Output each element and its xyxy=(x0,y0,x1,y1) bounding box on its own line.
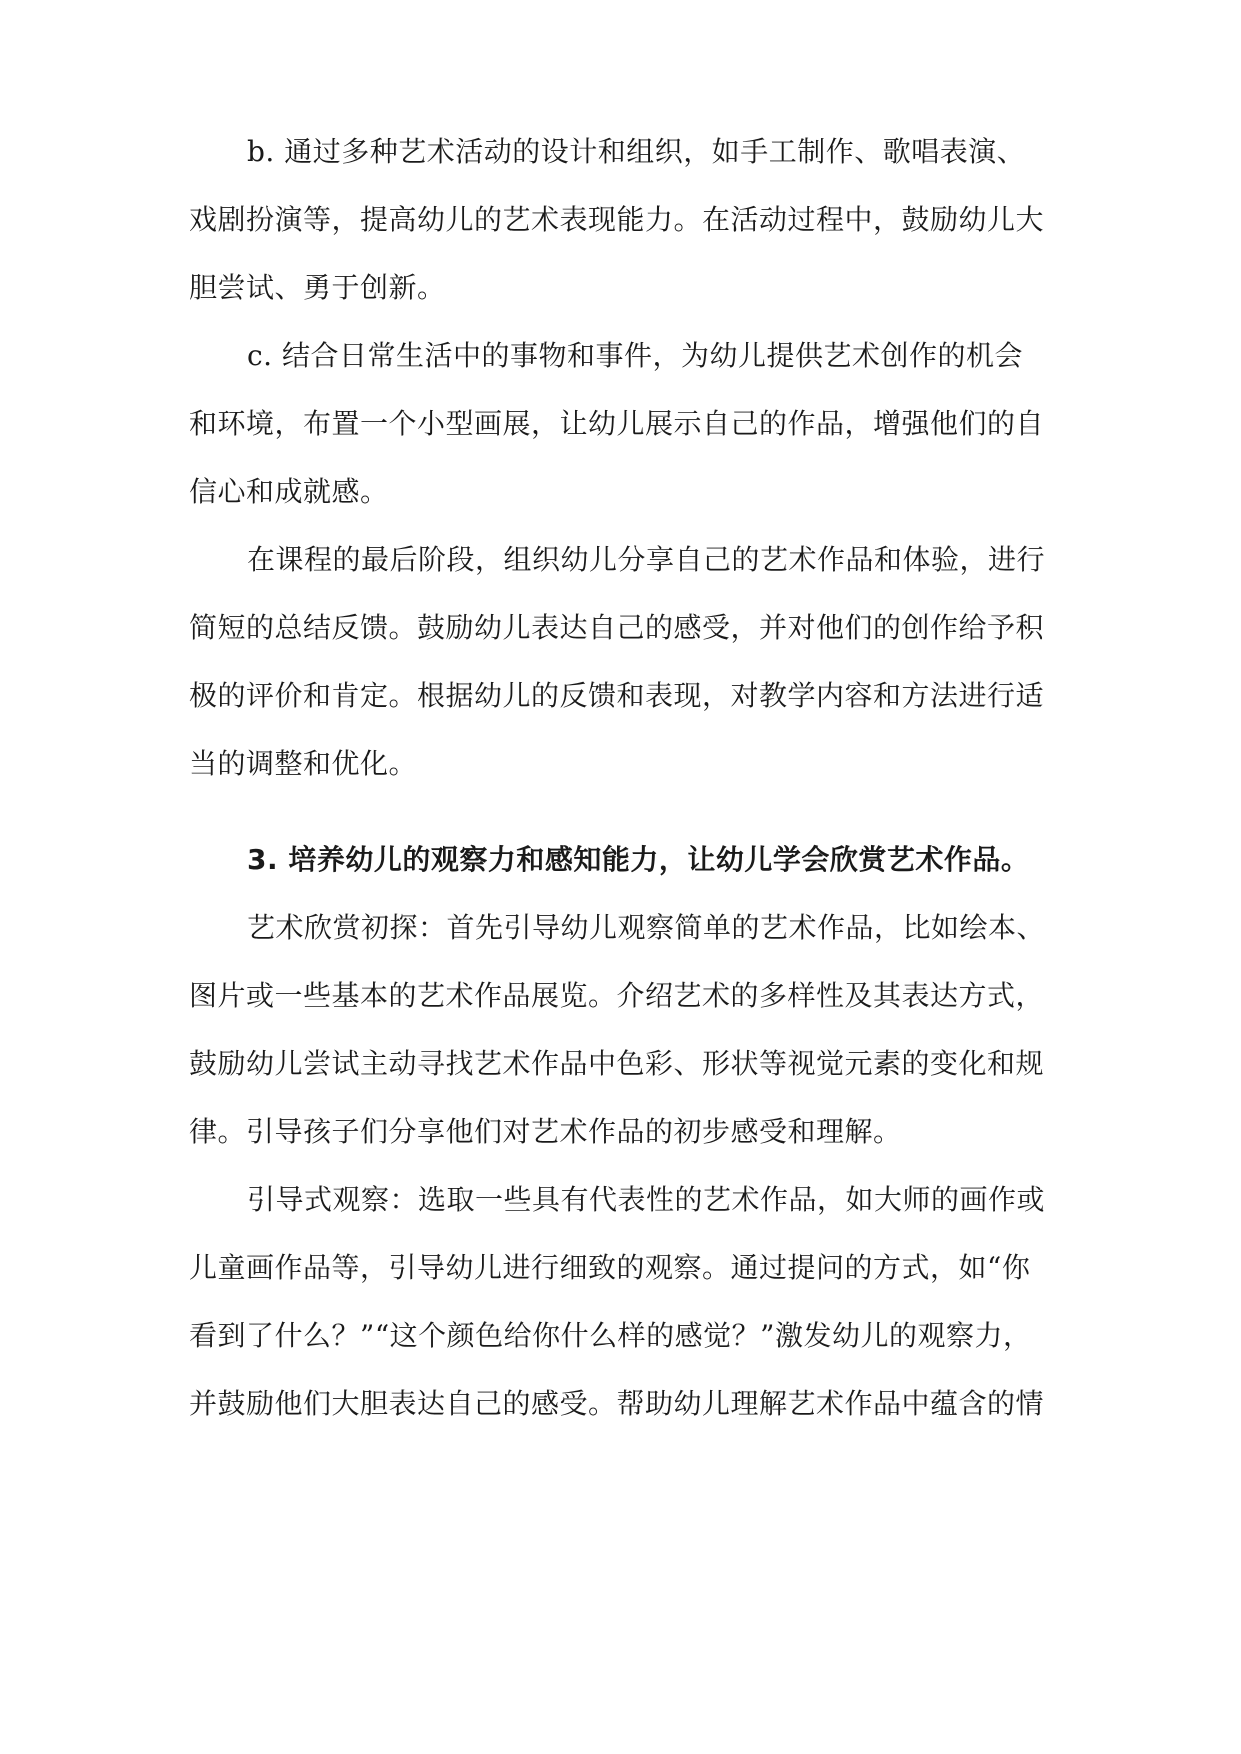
paragraph-b-line-2: 戏剧扮演等，提高幼儿的艺术表现能力。在活动过程中，鼓励幼儿大 xyxy=(189,203,1045,236)
paragraph-appreciation-line-2: 图片或一些基本的艺术作品展览。介绍艺术的多样性及其表达方式， xyxy=(189,979,1045,1012)
paragraph-b-line-3: 胆尝试、勇于创新。 xyxy=(189,271,446,304)
paragraph-b-line-1: b. 通过多种艺术活动的设计和组织，如手工制作、歌唱表演、 xyxy=(247,135,1026,168)
paragraph-c-line-2: 和环境，布置一个小型画展，让幼儿展示自己的作品，增强他们的自 xyxy=(189,407,1045,440)
paragraph-summary-line-4: 当的调整和优化。 xyxy=(189,747,418,780)
paragraph-observation-line-4: 并鼓励他们大胆表达自己的感受。帮助幼儿理解艺术作品中蕴含的情 xyxy=(189,1387,1045,1420)
section-heading: 3. 培养幼儿的观察力和感知能力，让幼儿学会欣赏艺术作品。 xyxy=(247,843,1030,876)
paragraph-appreciation-line-4: 律。引导孩子们分享他们对艺术作品的初步感受和理解。 xyxy=(189,1115,902,1148)
paragraph-appreciation-line-1: 艺术欣赏初探：首先引导幼儿观察简单的艺术作品，比如绘本、 xyxy=(247,911,1046,944)
paragraph-c-line-3: 信心和成就感。 xyxy=(189,475,389,508)
paragraph-c-line-1: c. 结合日常生活中的事物和事件，为幼儿提供艺术创作的机会 xyxy=(247,339,1023,372)
paragraph-summary-line-3: 极的评价和肯定。根据幼儿的反馈和表现，对教学内容和方法进行适 xyxy=(189,679,1045,712)
paragraph-summary-line-1: 在课程的最后阶段，组织幼儿分享自己的艺术作品和体验，进行 xyxy=(247,543,1046,576)
paragraph-appreciation-line-3: 鼓励幼儿尝试主动寻找艺术作品中色彩、形状等视觉元素的变化和规 xyxy=(189,1047,1045,1080)
paragraph-observation-line-1: 引导式观察：选取一些具有代表性的艺术作品，如大师的画作或 xyxy=(247,1183,1046,1216)
paragraph-observation-line-3: 看到了什么？”“这个颜色给你什么样的感觉？”激发幼儿的观察力， xyxy=(189,1319,1032,1352)
paragraph-observation-line-2: 儿童画作品等，引导幼儿进行细致的观察。通过提问的方式，如“你 xyxy=(189,1251,1031,1284)
paragraph-summary-line-2: 简短的总结反馈。鼓励幼儿表达自己的感受，并对他们的创作给予积 xyxy=(189,611,1045,644)
